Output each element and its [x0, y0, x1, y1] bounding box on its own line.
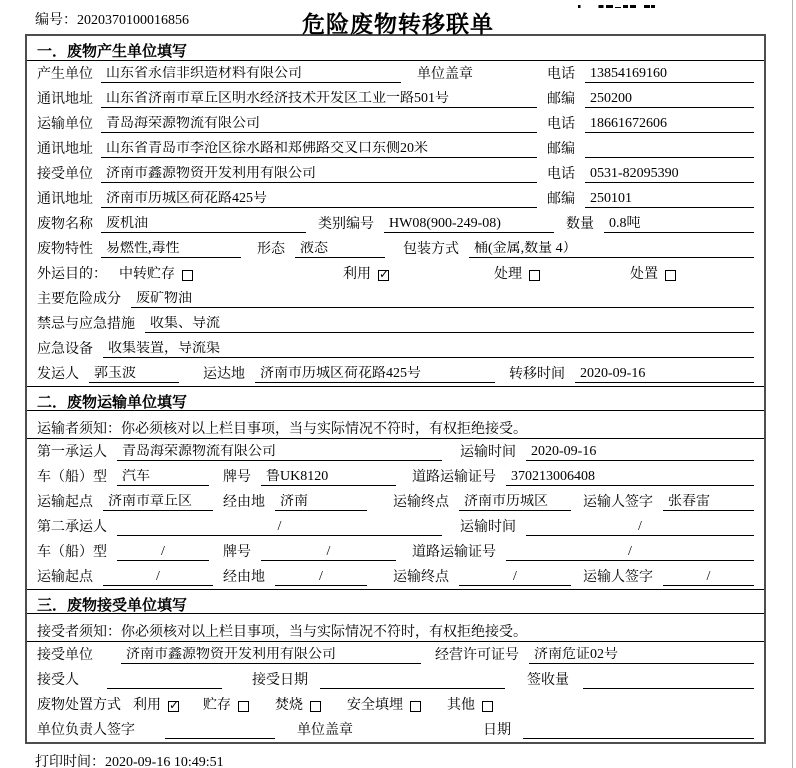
end1-label: 运输终点	[393, 495, 449, 510]
date-label: 日期	[483, 723, 511, 738]
acceptor-label: 接受人	[37, 673, 79, 688]
disposal-store-checkbox[interactable]	[238, 701, 249, 712]
producer-phone-value: 13854169160	[585, 66, 754, 83]
transporter-address-left	[37, 141, 547, 158]
end2-value: /	[459, 569, 571, 586]
checkbox-label: 利用	[133, 698, 161, 713]
sign1-value: 张春雷	[663, 494, 754, 511]
accept-date-label: 接受日期	[252, 673, 308, 688]
transporter-phone-value: 18661672606	[585, 116, 754, 133]
page-right-edge	[792, 0, 793, 768]
purpose-option-transfer-storage	[119, 267, 193, 283]
quantity-value: 0.8吨	[604, 216, 754, 233]
license1-label: 道路运输证号	[412, 470, 496, 485]
shipper-value: 郭玉波	[89, 366, 179, 383]
origin1-value: 济南市章丘区	[103, 494, 213, 511]
plate2-value: /	[261, 544, 396, 561]
producer-zip-label: 邮编	[547, 92, 575, 107]
transfer-storage-checkbox[interactable]	[182, 270, 193, 281]
producer-value: 山东省永信非织造材料有限公司	[101, 66, 401, 83]
transporter-notice: 运输者须知：你必须核对以上栏目事项，当与实际情况不符时，有权拒绝接受。	[27, 411, 764, 439]
vehicle2-value: /	[117, 544, 209, 561]
permit-label: 经营许可证号	[435, 648, 519, 663]
receiver-address-left	[37, 191, 547, 208]
via2-value: /	[275, 569, 367, 586]
checkbox-label: 处置	[630, 267, 658, 282]
via1-label: 经由地	[223, 495, 265, 510]
responsible-sign-row	[27, 717, 764, 742]
receiver-value: 济南市鑫源物资开发利用有限公司	[101, 166, 537, 183]
time2-value: /	[526, 519, 754, 536]
transporter-zip-value	[585, 142, 754, 158]
disposal-row	[27, 692, 764, 717]
receiver-notice: 接受者须知：你必须核对以上栏目事项，当与实际情况不符时，有权拒绝接受。	[27, 614, 764, 642]
disposal-option-incinerate	[275, 698, 321, 714]
acceptor-value	[107, 673, 222, 689]
date-value	[523, 723, 754, 739]
taboo-row	[27, 311, 764, 336]
transporter-zip-label: 邮编	[547, 142, 575, 157]
transfer-time-label: 转移时间	[509, 367, 565, 382]
vehicle1-label: 车（船）型	[37, 470, 107, 485]
license2-label: 道路运输证号	[412, 545, 496, 560]
receiver-phone-value: 0531-82095390	[585, 166, 754, 183]
equipment-row	[27, 336, 764, 361]
receiver-zip-value: 250101	[585, 191, 754, 208]
license2-value: /	[506, 544, 754, 561]
hazard-row	[27, 286, 764, 311]
accept-unit-row	[27, 642, 764, 667]
checkbox-label: 焚烧	[275, 698, 303, 713]
route2-row	[27, 564, 764, 589]
serial-label: 编号：	[35, 13, 77, 28]
taboo-value: 收集、导流	[145, 316, 754, 333]
waste-name-value: 废机油	[101, 216, 306, 233]
disposal-landfill-checkbox[interactable]	[410, 701, 421, 712]
origin2-value: /	[103, 569, 213, 586]
transfer-time-value: 2020-09-16	[575, 366, 754, 383]
origin1-label: 运输起点	[37, 495, 93, 510]
vehicle2-row	[27, 539, 764, 564]
disposal-option-landfill	[347, 698, 421, 714]
receiver-label: 接受单位	[37, 167, 93, 182]
manifest-form	[25, 34, 766, 744]
vehicle1-row	[27, 464, 764, 489]
receiver-phone-label: 电话	[547, 167, 575, 182]
category-label: 类别编号	[318, 217, 374, 232]
serial-number: 2020370100016856	[77, 13, 189, 28]
transporter-label: 运输单位	[37, 117, 93, 132]
qr-code-icon	[578, 5, 656, 8]
hazard-value: 废矿物油	[131, 291, 754, 308]
waste-character-value: 易燃性,毒性	[101, 241, 241, 258]
receiver-address-label: 通讯地址	[37, 192, 93, 207]
transporter-left	[37, 116, 547, 133]
purpose-option-treat	[494, 267, 540, 283]
producer-left	[37, 66, 547, 83]
transporter-address-label: 通讯地址	[37, 142, 93, 157]
waste-name-label: 废物名称	[37, 217, 93, 232]
acceptor-row	[27, 667, 764, 692]
sign1-label: 运输人签字	[583, 495, 653, 510]
via1-value: 济南	[275, 494, 367, 511]
checkbox-label: 中转贮存	[119, 267, 175, 282]
sign2-value: /	[663, 569, 754, 586]
transporter-phone-label: 电话	[547, 117, 575, 132]
received-qty-label: 签收量	[527, 673, 569, 688]
end2-label: 运输终点	[393, 570, 449, 585]
producer-address-row	[27, 86, 764, 111]
time1-value: 2020-09-16	[526, 444, 754, 461]
checkbox-label: 贮存	[203, 698, 231, 713]
serial-line	[35, 9, 189, 29]
producer-address-left	[37, 91, 547, 108]
checkbox-label: 利用	[343, 267, 371, 282]
carrier1-label: 第一承运人	[37, 445, 107, 460]
disposal-other-checkbox[interactable]	[482, 701, 493, 712]
producer-label: 产生单位	[37, 67, 93, 82]
waste-character-row	[27, 236, 764, 261]
shipper-label: 发运人	[37, 367, 79, 382]
producer-phone-label: 电话	[547, 67, 575, 82]
print-time-line	[35, 751, 796, 768]
purpose-row	[27, 261, 764, 286]
section2-header: 二．废物运输单位填写	[27, 386, 764, 411]
disposal-option-store	[203, 698, 249, 714]
carrier2-value: /	[117, 519, 442, 536]
print-time-label: 打印时间：	[35, 755, 105, 768]
disposal-label: 废物处置方式	[37, 698, 121, 713]
shipper-row	[27, 361, 764, 386]
plate1-value: 鲁UK8120	[261, 469, 396, 486]
waste-name-row	[27, 211, 764, 236]
category-value: HW08(900-249-08)	[384, 216, 554, 233]
received-qty-value	[583, 673, 754, 689]
receiver-zip-label: 邮编	[547, 192, 575, 207]
plate2-label: 牌号	[223, 545, 251, 560]
unit-seal-label: 单位盖章	[297, 723, 353, 738]
receiver-left	[37, 166, 547, 183]
transporter-address-row	[27, 136, 764, 161]
time1-label: 运输时间	[460, 445, 516, 460]
print-time-value: 2020-09-16 10:49:51	[105, 755, 224, 768]
quantity-label: 数量	[566, 217, 594, 232]
transporter-address-value: 山东省青岛市李沧区徐水路和郑佛路交叉口东侧20米	[101, 141, 537, 158]
disposal-utilize-checkbox[interactable]	[168, 701, 179, 712]
checkbox-label: 安全填埋	[347, 698, 403, 713]
via2-label: 经由地	[223, 570, 265, 585]
purpose-option-utilize	[343, 267, 389, 283]
end1-value: 济南市历城区	[459, 494, 571, 511]
transporter-value: 青岛海荣源物流有限公司	[101, 116, 537, 133]
checkbox-label: 处理	[494, 267, 522, 282]
section3-header: 三．废物接受单位填写	[27, 589, 764, 614]
hazard-label: 主要危险成分	[37, 292, 121, 307]
disposal-option-other	[447, 698, 493, 714]
carrier2-label: 第二承运人	[37, 520, 107, 535]
license1-value: 370213006408	[506, 469, 754, 486]
plate1-label: 牌号	[223, 470, 251, 485]
accept-unit-label: 接受单位	[37, 648, 93, 663]
responsible-sign-label: 单位负责人签字	[37, 723, 135, 738]
producer-address-label: 通讯地址	[37, 92, 93, 107]
destination-label: 运达地	[203, 367, 245, 382]
waste-character-label: 废物特性	[37, 242, 93, 257]
qr-code-fragment	[578, 0, 656, 8]
carrier1-row	[27, 439, 764, 464]
time2-label: 运输时间	[460, 520, 516, 535]
taboo-label: 禁忌与应急措施	[37, 317, 135, 332]
page-title: 危险废物转移联单	[302, 12, 494, 37]
purpose-label: 外运目的：	[37, 267, 107, 282]
accept-date-value	[320, 673, 505, 689]
accept-unit-value: 济南市鑫源物资开发利用有限公司	[121, 647, 421, 664]
page-header	[0, 0, 796, 37]
form-state-value: 液态	[295, 241, 385, 258]
purpose-option-dispose	[630, 267, 676, 283]
seal-label: 单位盖章	[417, 67, 473, 82]
responsible-sign-value	[165, 723, 275, 739]
disposal-incinerate-checkbox[interactable]	[310, 701, 321, 712]
receiver-row	[27, 161, 764, 186]
utilize-checkbox[interactable]	[378, 270, 389, 281]
producer-zip-value: 250200	[585, 91, 754, 108]
packing-value: 桶(金属,数量 4）	[469, 241, 754, 258]
receiver-address-row	[27, 186, 764, 211]
section1-header: 一．废物产生单位填写	[27, 36, 764, 61]
transporter-row	[27, 111, 764, 136]
producer-address-value: 山东省济南市章丘区明水经济技术开发区工业一路501号	[101, 91, 537, 108]
equipment-label: 应急设备	[37, 342, 93, 357]
disposal-option-utilize	[133, 698, 179, 714]
vehicle2-label: 车（船）型	[37, 545, 107, 560]
carrier1-value: 青岛海荣源物流有限公司	[117, 444, 442, 461]
equipment-value: 收集装置，导流渠	[103, 341, 754, 358]
checkbox-label: 其他	[447, 698, 475, 713]
destination-value: 济南市历城区荷花路425号	[255, 366, 495, 383]
packing-label: 包装方式	[403, 242, 459, 257]
vehicle1-value: 汽车	[117, 469, 209, 486]
sign2-label: 运输人签字	[583, 570, 653, 585]
route1-row	[27, 489, 764, 514]
dispose-checkbox[interactable]	[665, 270, 676, 281]
form-state-label: 形态	[257, 242, 285, 257]
permit-value: 济南危证02号	[529, 647, 754, 664]
treat-checkbox[interactable]	[529, 270, 540, 281]
receiver-address-value: 济南市历城区荷花路425号	[101, 191, 537, 208]
carrier2-row	[27, 514, 764, 539]
producer-row	[27, 61, 764, 86]
origin2-label: 运输起点	[37, 570, 93, 585]
